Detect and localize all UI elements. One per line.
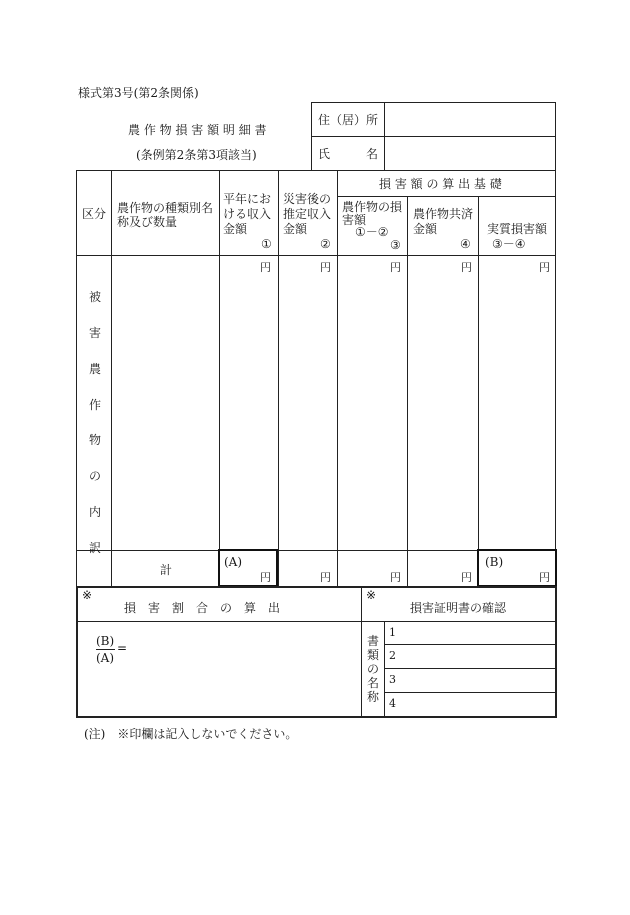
total-yen-normal: 円: [260, 571, 271, 584]
header-damage-line2: 害額: [342, 213, 367, 227]
confirm-asterisk: ※: [366, 588, 377, 602]
vertical-label-char: 作: [89, 398, 102, 412]
calc-denominator: (A): [96, 651, 115, 665]
total-label: 計: [160, 563, 173, 577]
form-number: 様式第3号(第2条関係): [78, 86, 199, 100]
vertical-label-char: 物: [89, 433, 102, 447]
doc-label-char: 名: [367, 676, 380, 690]
header-normal-line1: 平年にお: [223, 192, 272, 206]
normal-income-entry[interactable]: [221, 275, 277, 549]
header-mutual-number: ④: [460, 237, 471, 251]
mark-b: (B): [485, 555, 504, 569]
header-basis: 損 害 額 の 算 出 基 礎: [379, 177, 502, 191]
doc-row-number: 2: [389, 649, 396, 662]
header-actual-formula: ③－④: [492, 237, 526, 251]
name-label-first: 氏: [318, 147, 331, 161]
doc-row-number: 3: [389, 673, 396, 686]
header-post-line3: 金額: [283, 222, 308, 236]
fraction-bar: [96, 649, 115, 650]
actual-damage-entry[interactable]: [480, 275, 554, 549]
unit-yen-mutual: 円: [461, 261, 472, 274]
doc-name-field-4[interactable]: [400, 694, 554, 715]
doc-label-char: の: [367, 662, 380, 676]
vertical-label-char: 内: [89, 505, 102, 519]
doc-row-number: 4: [389, 697, 396, 710]
header-mutual-line2: 金額: [413, 222, 438, 236]
total-yen-damage: 円: [390, 571, 401, 584]
total-yen-post: 円: [320, 571, 331, 584]
vertical-label-char: 被: [89, 290, 102, 304]
calc-asterisk: ※: [82, 588, 93, 602]
doc-name-field-2[interactable]: [400, 646, 554, 667]
unit-yen-damage: 円: [390, 261, 401, 274]
doc-label-char: 称: [367, 690, 380, 704]
unit-yen-actual: 円: [539, 261, 550, 274]
mutual-entry[interactable]: [409, 275, 477, 549]
header-post-line2: 推定収入: [283, 207, 332, 221]
unit-yen-normal: 円: [260, 261, 271, 274]
header-normal-line3: 金額: [223, 222, 248, 236]
name-field[interactable]: [386, 138, 554, 169]
total-yen-mutual: 円: [461, 571, 472, 584]
confirm-title: 損害証明書の確認: [410, 601, 507, 615]
doc-label-char: 類: [367, 648, 380, 662]
name-label-second: 名: [366, 147, 379, 161]
header-damage-line1: 農作物の損: [342, 200, 403, 214]
doc-row-number: 1: [389, 626, 396, 639]
header-normal-number: ①: [261, 237, 272, 251]
calc-title: 損 害 割 合 の 算 出: [124, 601, 281, 615]
doc-label-char: 書: [367, 634, 380, 648]
address-label: 住（居）所: [318, 113, 379, 127]
form-title: 農 作 物 損 害 額 明 細 書: [128, 123, 267, 137]
header-damage-number: ③: [390, 238, 401, 252]
post-income-entry[interactable]: [280, 275, 336, 549]
doc-name-field-3[interactable]: [400, 670, 554, 691]
damage-entry[interactable]: [339, 275, 406, 549]
footnote: (注) ※印欄は記入しないでください。: [84, 727, 298, 741]
doc-name-field-1[interactable]: [400, 623, 554, 643]
address-field[interactable]: [386, 104, 554, 135]
header-actual-line1: 実質損害額: [487, 222, 548, 236]
header-damage-formula: ①－②: [355, 225, 389, 239]
unit-yen-post: 円: [320, 261, 331, 274]
header-crop-line2: 称及び数量: [117, 215, 178, 229]
form-subtitle: (条例第2条第3項該当): [136, 148, 257, 162]
crop-entry-area[interactable]: [113, 257, 218, 549]
vertical-label-char: 害: [89, 326, 102, 340]
vertical-label-char: 訳: [89, 541, 102, 555]
header-post-line1: 災害後の: [283, 192, 332, 206]
total-yen-actual: 円: [539, 571, 550, 584]
vertical-label-char: 農: [89, 362, 102, 376]
header-post-number: ②: [320, 237, 331, 251]
header-normal-line2: ける収入: [223, 207, 272, 221]
header-category: 区分: [82, 207, 107, 221]
calc-numerator: (B): [96, 634, 115, 648]
header-crop-line1: 農作物の種類別名: [117, 201, 214, 215]
mark-a: (A): [224, 555, 243, 569]
vertical-label-char: の: [89, 469, 102, 483]
calc-equals: =: [117, 641, 128, 655]
damage-ratio-field[interactable]: [132, 630, 356, 710]
header-mutual-line1: 農作物共済: [413, 207, 474, 221]
